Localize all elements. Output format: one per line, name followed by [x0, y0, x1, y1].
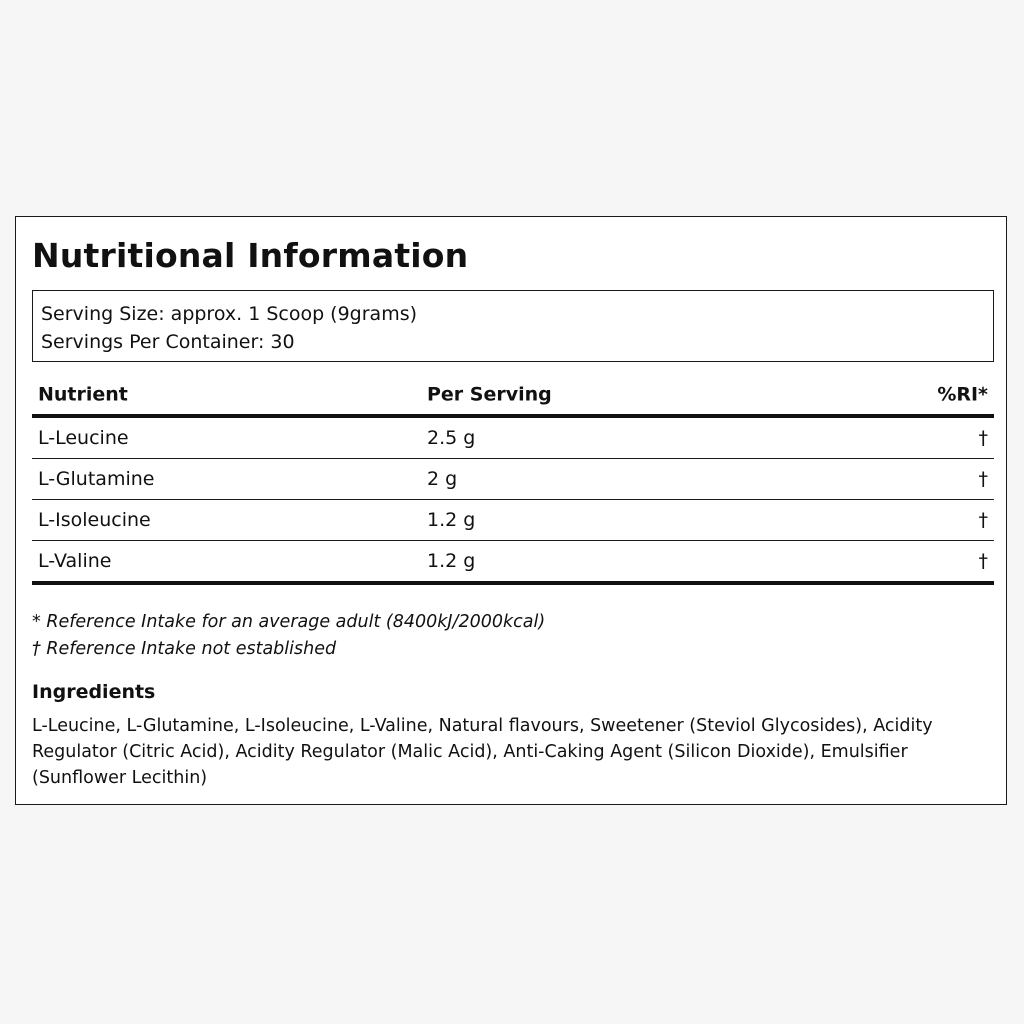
nutrient-ri: † — [978, 468, 988, 490]
nutrition-panel — [15, 216, 1007, 805]
nutrient-amount: 1.2 g — [427, 550, 476, 572]
serving-info-box — [32, 290, 994, 362]
nutrient-amount: 2 g — [427, 468, 458, 490]
table-row — [32, 541, 994, 585]
footnotes — [32, 609, 545, 663]
serving-size: Serving Size: approx. 1 Scoop (9grams) — [41, 303, 418, 325]
servings-per-container: Servings Per Container: 30 — [41, 331, 295, 353]
nutrient-amount: 1.2 g — [427, 509, 476, 531]
table-header-row — [32, 377, 994, 418]
table-row — [32, 459, 994, 500]
header-per-serving: Per Serving — [427, 383, 552, 406]
footnote-reference-intake: * Reference Intake for an average adult (8400kJ/2000kcal) — [32, 612, 546, 632]
ingredients-heading: Ingredients — [32, 681, 156, 703]
panel-title: Nutritional Information — [32, 236, 469, 275]
nutrient-ri: † — [978, 509, 988, 531]
nutrient-amount: 2.5 g — [427, 427, 476, 449]
nutrient-ri: † — [978, 427, 988, 449]
nutrient-ri: † — [978, 550, 988, 572]
table-row — [32, 500, 994, 541]
header-nutrient: Nutrient — [38, 383, 128, 406]
table-row — [32, 418, 994, 459]
footnote-not-established: † Reference Intake not established — [32, 639, 337, 659]
header-ri: %RI* — [937, 383, 988, 406]
nutrient-name: L-Glutamine — [38, 468, 155, 490]
nutrient-name: L-Isoleucine — [38, 509, 151, 531]
ingredients-list: L-Leucine, L-Glutamine, L-Isoleucine, L-Valine, Natural flavours, Sweetener (Steviol Glycosides), Acidity Regulator (Citric Acid), Acidity Regulator (Malic Acid), Anti-Caking Agent (Silicon Dioxide), Emulsifier (Sunflower Lecithin) — [32, 716, 933, 788]
nutrient-name: L-Leucine — [38, 427, 129, 449]
nutrient-table — [32, 377, 994, 585]
nutrient-name: L-Valine — [38, 550, 112, 572]
